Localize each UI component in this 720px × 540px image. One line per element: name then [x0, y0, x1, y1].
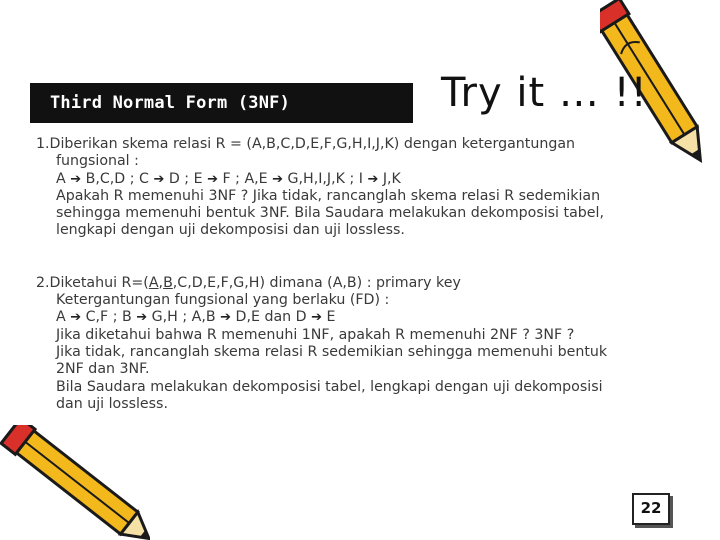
list-item-line: fungsional : — [56, 153, 139, 170]
list-item-line: 2.Diketahui R=(A,B,C,D,E,F,G,H) dimana (A,B) : primary key — [36, 274, 461, 291]
arrow-icon: ➔ — [311, 310, 322, 326]
arrow-icon: ➔ — [367, 171, 379, 187]
exercise-item-1 — [36, 136, 696, 240]
list-item-line: Bila Saudara melakukan dekomposisi tabel, lengkapi dengan uji dekomposisi — [56, 378, 603, 395]
page-number-box — [632, 493, 670, 525]
arrow-icon: ➔ — [207, 171, 218, 187]
arrow-icon: ➔ — [153, 171, 165, 187]
exercise-item-2 — [36, 275, 696, 413]
exercise-list — [36, 136, 696, 413]
list-item-line: Jika diketahui bahwa R memenuhi 1NF, apakah R memenuhi 2NF ? 3NF ? — [56, 326, 575, 343]
list-item-line: sehingga memenuhi bentuk 3NF. Bila Saudara melakukan dekomposisi tabel, — [56, 205, 604, 222]
arrow-icon: ➔ — [136, 310, 148, 326]
header-title: Third Normal Form (3NF) — [50, 93, 291, 113]
item-number: 1. — [36, 136, 50, 152]
item-text: Diberikan skema relasi R = (A,B,C,D,E,F,G,H,I,J,K) dengan ketergantungan — [49, 136, 576, 152]
list-item-line: dan uji lossless. — [56, 395, 168, 412]
page-number: 22 — [640, 499, 662, 517]
list-item-line: Apakah R memenuhi 3NF ? Jika tidak, rancanglah skema relasi R sedemikian — [56, 187, 601, 204]
list-item-line: lengkapi dengan uji dekomposisi dan uji lossless. — [56, 222, 405, 239]
slide-title: Try it … !! — [441, 70, 648, 116]
fd-line: A ➔ C,F ; B ➔ G,H ; A,B ➔ D,E dan D ➔ E — [56, 309, 336, 326]
fd-line: A ➔ B,C,D ; C ➔ D ; E ➔ F ; A,E ➔ G,H,I,J,K ; I ➔ J,K — [56, 170, 401, 187]
pencil-icon — [0, 425, 150, 540]
list-item-line: 2NF dan 3NF. — [56, 361, 150, 378]
arrow-icon: ➔ — [70, 171, 82, 187]
arrow-icon: ➔ — [70, 310, 82, 326]
list-item-line — [36, 136, 696, 153]
item-number: 2. — [36, 274, 50, 291]
list-item-line: Ketergantungan fungsional yang berlaku (FD) : — [56, 292, 390, 309]
arrow-icon: ➔ — [220, 310, 232, 326]
arrow-icon: ➔ — [272, 171, 284, 187]
list-item-line: Jika tidak, rancanglah skema relasi R sedemikian sehingga memenuhi bentuk — [56, 343, 608, 360]
header-bar — [30, 83, 413, 123]
